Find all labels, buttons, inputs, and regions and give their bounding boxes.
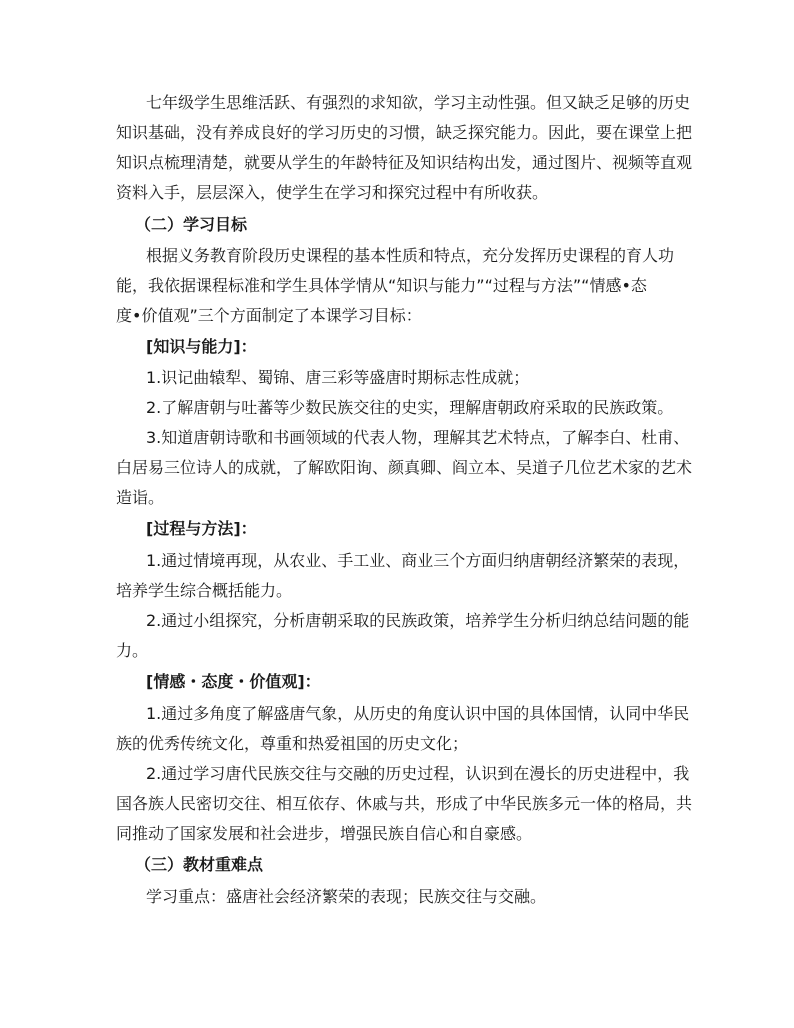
paragraph-line: 知识基础，没有养成良好的学习历史的习惯，缺乏探究能力。因此，要在课堂上把	[116, 123, 693, 142]
paragraph-line: 知识点梳理清楚，就要从学生的年龄特征及知识结构出发，通过图片、视频等直观	[116, 153, 693, 172]
paragraph-line: 资料入手，层层深入，使学生在学习和探究过程中有所收获。	[116, 183, 549, 202]
subsection-heading: [过程与方法]：	[146, 519, 257, 538]
list-item-continuation: 培养学生综合概括能力。	[116, 581, 293, 600]
paragraph-line: 七年级学生思维活跃、有强烈的求知欲，学习主动性强。但又缺乏足够的历史	[146, 93, 691, 112]
list-item-continuation: 国各族人民密切交往、相互依存、休戚与共，形成了中华民族多元一体的格局，共	[116, 794, 693, 813]
paragraph-line: 学习重点：盛唐社会经济繁荣的表现；民族交往与交融。	[146, 887, 547, 906]
list-item: 1.通过多角度了解盛唐气象，从历史的角度认识中国的具体国情，认同中华民	[146, 704, 690, 723]
section-heading: （二）学习目标	[135, 215, 248, 234]
list-item-continuation: 造诣。	[116, 488, 165, 507]
list-item-continuation: 族的优秀传统文化，尊重和热爱祖国的历史文化；	[116, 734, 469, 753]
list-item-continuation: 力。	[116, 641, 149, 660]
list-item: 2.了解唐朝与吐蕃等少数民族交往的史实，理解唐朝政府采取的民族政策。	[146, 398, 674, 417]
list-item: 1.通过情境再现，从农业、手工业、商业三个方面归纳唐朝经济繁荣的表现，	[146, 551, 690, 570]
list-item: 3.知道唐朝诗歌和书画领域的代表人物，理解其艺术特点，了解李白、杜甫、	[146, 428, 690, 447]
subsection-heading: [情感・态度・价值观]：	[146, 672, 321, 691]
list-item: 1.识记曲辕犁、蜀锦、唐三彩等盛唐时期标志性成就；	[146, 368, 530, 387]
paragraph-line: 能，我依据课程标准和学生具体学情从“知识与能力”“过程与方法”“情感•态	[116, 276, 647, 295]
subsection-heading: [知识与能力]：	[146, 337, 257, 356]
paragraph-line: 根据义务教育阶段历史课程的基本性质和特点，充分发挥历史课程的育人功	[146, 246, 675, 265]
section-heading: （三）教材重难点	[135, 855, 264, 874]
list-item: 2.通过学习唐代民族交往与交融的历史过程，认识到在漫长的历史进程中，我	[146, 764, 690, 783]
paragraph-line: 度•价值观”三个方面制定了本课学习目标：	[116, 306, 422, 325]
list-item: 2.通过小组探究，分析唐朝采取的民族政策，培养学生分析归纳总结问题的能	[146, 611, 690, 630]
list-item-continuation: 白居易三位诗人的成就，了解欧阳询、颜真卿、阎立本、吴道子几位艺术家的艺术	[116, 458, 693, 477]
list-item-continuation: 同推动了国家发展和社会进步，增强民族自信心和自豪感。	[116, 824, 533, 843]
